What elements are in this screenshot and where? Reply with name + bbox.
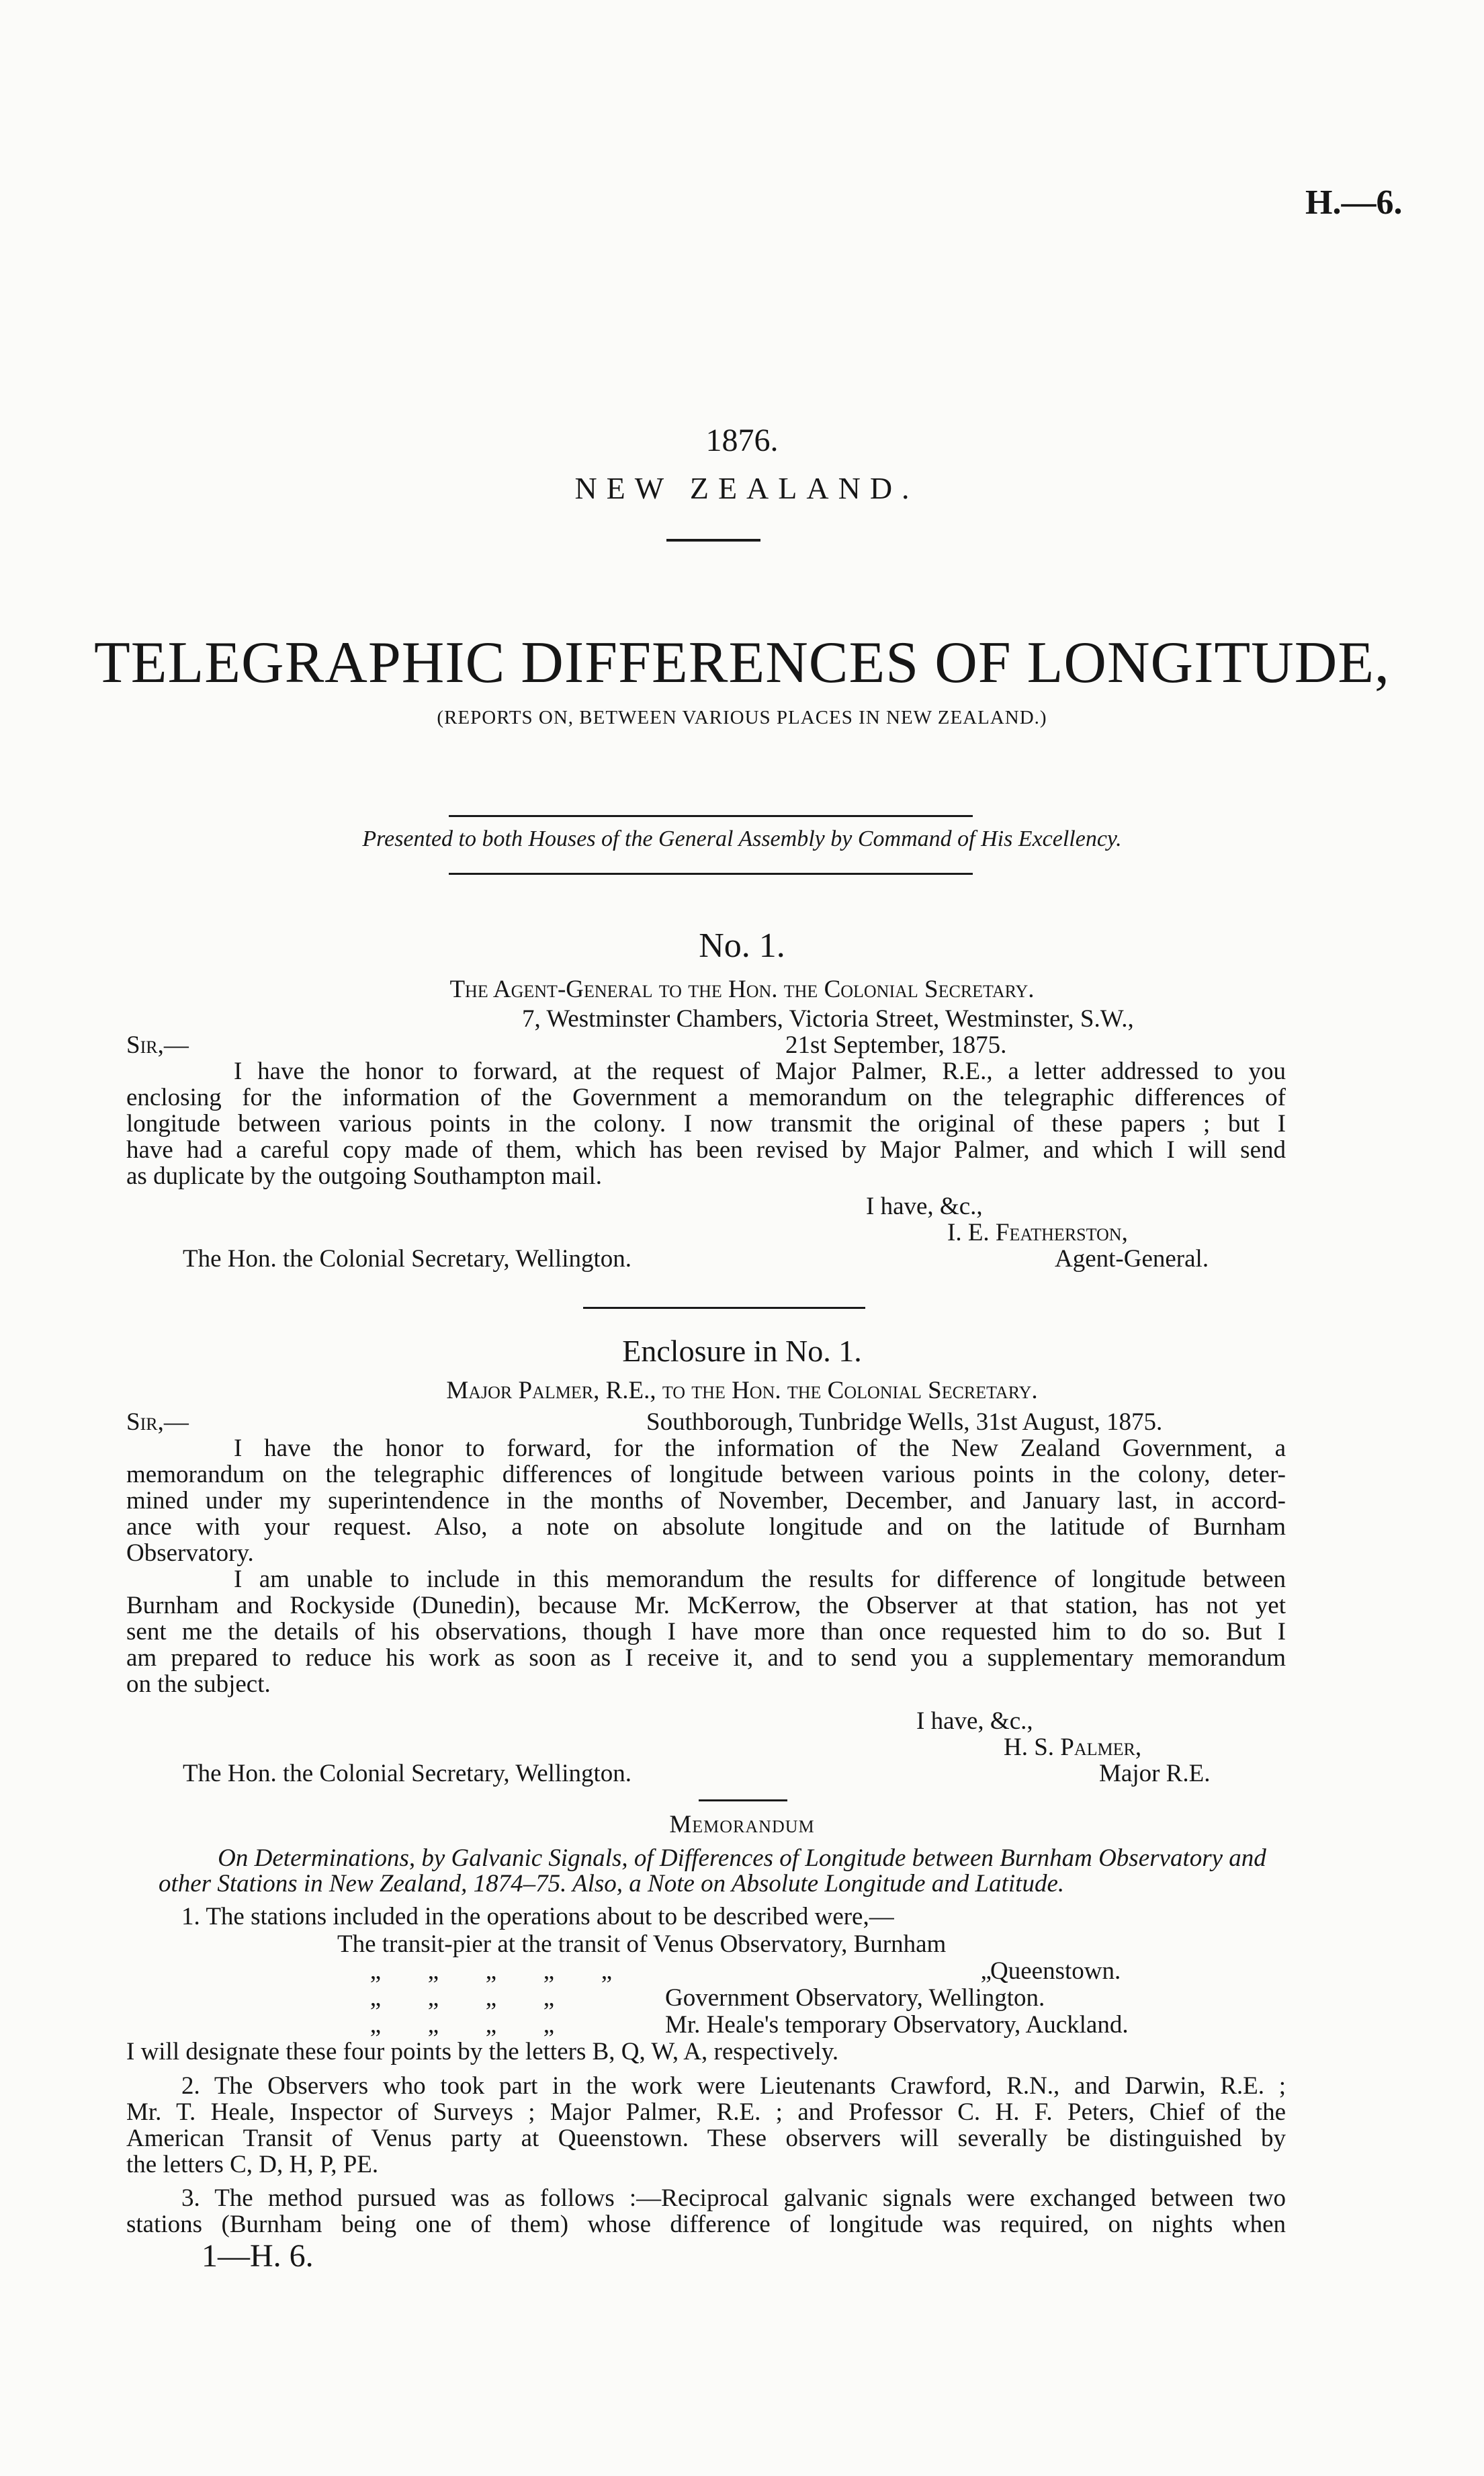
enclosure-para-line: I am unable to include in this memorandum the results for difference of longitude between (234, 1566, 1286, 1593)
station-wellington: Government Observatory, Wellington. (665, 1984, 1045, 2012)
enclosure-para-line: Observatory. (126, 1539, 254, 1567)
item2-line: Mr. T. Heale, Inspector of Surveys ; Major Palmer, R.E. ; and Professor C. H. F. Peters, Chief of the (126, 2098, 1286, 2126)
enclosure-closing: I have, &c., (916, 1707, 1033, 1735)
ditto-mark: „ (543, 2011, 555, 2039)
ditto-mark: „ (485, 1957, 497, 1985)
ditto-mark: „ (543, 1984, 555, 2012)
divider (449, 873, 973, 875)
divider (699, 1799, 787, 1801)
enclosure-sign-title: Major R.E. (1099, 1760, 1211, 1787)
ditto-mark: „ (485, 2011, 497, 2039)
letter-salutation: Sir,— (126, 1031, 189, 1059)
divider (583, 1307, 865, 1309)
letter-signature: I. E. Featherston, (947, 1219, 1128, 1246)
ditto-mark: „ (369, 1984, 382, 2012)
letter-body-line: longitude between various points in the colony. I now transmit the original of these papers ; but I (126, 1110, 1286, 1138)
item3-line: 3. The method pursued was as follows :—Reciprocal galvanic signals were exchanged between two (181, 2184, 1286, 2212)
enclosure-para-line: memorandum on the telegraphic differences of longitude between various points in the colony, deter- (126, 1461, 1286, 1488)
divider (449, 815, 973, 817)
letter-body-line: I have the honor to forward, at the request of Major Palmer, R.E., a letter addressed to you (234, 1058, 1286, 1085)
main-title: TELEGRAPHIC DIFFERENCES OF LONGITUDE, (94, 630, 1390, 695)
designate-line: I will designate these four points by the letters B, Q, W, A, respectively. (126, 2038, 839, 2065)
country: NEW ZEALAND. (574, 471, 919, 505)
station-auckland: Mr. Heale's temporary Observatory, Auckland. (665, 2011, 1129, 2039)
memorandum-title-line2: other Stations in New Zealand, 1874–75. Also, a Note on Absolute Longitude and Latitude. (159, 1870, 1065, 1897)
letter-body-line: enclosing for the information of the Government a memorandum on the telegraphic differences of (126, 1084, 1286, 1111)
enclosure-para-line: sent me the details of his observations, though I have more than once requested him to do so. But I (126, 1618, 1286, 1646)
presented-line: Presented to both Houses of the General Assembly by Command of His Excellency. (362, 826, 1122, 851)
enclosure-recipient: The Hon. the Colonial Secretary, Wellington. (183, 1760, 632, 1787)
item2-line: American Transit of Venus party at Queenstown. These observers will severally be distinguished by (126, 2125, 1286, 2152)
memorandum-title-line1: On Determinations, by Galvanic Signals, of Differences of Longitude between Burnham Observatory and (218, 1844, 1266, 1872)
item1-intro: 1. The stations included in the operations about to be described were,— (181, 1903, 894, 1930)
enclosure-signature: H. S. Palmer, (1004, 1734, 1142, 1761)
year: 1876. (705, 423, 779, 458)
ditto-mark: „ (543, 1957, 555, 1985)
enclosure-para-line: mined under my superintendence in the months of November, December, and January last, in accord- (126, 1487, 1286, 1514)
subtitle: (REPORTS ON, BETWEEN VARIOUS PLACES IN NEW ZEALAND.) (437, 707, 1047, 728)
ditto-mark: „ (369, 2011, 382, 2039)
item2-line: the letters C, D, H, P, PE. (126, 2151, 379, 2178)
item2-line: 2. The Observers who took part in the work were Lieutenants Crawford, R.N., and Darwin, R.E. ; (181, 2072, 1286, 2100)
letter-body-line: have had a careful copy made of them, which has been revised by Major Palmer, and which I will send (126, 1136, 1286, 1164)
enclosure-salutation: Sir,— (126, 1408, 189, 1436)
enclosure-from-to: Major Palmer, R.E., to the Hon. the Colonial Secretary. (446, 1377, 1038, 1404)
letter-date: 21st September, 1875. (785, 1031, 1007, 1059)
station-row-auckland (347, 2012, 578, 2038)
enclosure-para-line: Burnham and Rockyside (Dunedin), because Mr. McKerrow, the Observer at that station, has not yet (126, 1592, 1286, 1619)
letter-from-to: The Agent-General to the Hon. the Colonial Secretary. (449, 976, 1035, 1003)
ditto-mark: „ (601, 1957, 613, 1985)
ditto-mark: „ (427, 2011, 439, 2039)
item3-line: stations (Burnham being one of them) whose difference of longitude was required, on nights when (126, 2211, 1286, 2238)
letter-heading: No. 1. (699, 927, 785, 965)
sheet-mark: 1—H. 6. (202, 2238, 314, 2274)
ditto-mark: „ (980, 1957, 992, 1985)
station-queenstown: Queenstown. (990, 1957, 1121, 1985)
ditto-mark: „ (427, 1984, 439, 2012)
letter-address: 7, Westminster Chambers, Victoria Street, Westminster, S.W., (522, 1005, 1134, 1033)
ditto-mark: „ (369, 1957, 382, 1985)
letter-closing: I have, &c., (866, 1193, 983, 1220)
enclosure-heading: Enclosure in No. 1. (622, 1334, 862, 1368)
letter-body-line: as duplicate by the outgoing Southampton mail. (126, 1162, 603, 1190)
enclosure-para-line: ance with your request. Also, a note on absolute longitude and on the latitude of Burnham (126, 1513, 1286, 1541)
station-burnham: The transit-pier at the transit of Venus Observatory, Burnham (337, 1930, 947, 1958)
enclosure-para-line: I have the honor to forward, for the information of the New Zealand Government, a (234, 1435, 1286, 1462)
memorandum-heading: Memorandum (669, 1811, 815, 1838)
ditto-mark: „ (485, 1984, 497, 2012)
divider (666, 539, 760, 542)
station-row-queenstown (347, 1958, 992, 1984)
enclosure-para-line: am prepared to reduce his work as soon as I receive it, and to send you a supplementary memorandum (126, 1644, 1286, 1672)
enclosure-para-line: on the subject. (126, 1670, 271, 1698)
station-row-wellington (347, 1985, 578, 2011)
letter-sign-title: Agent-General. (1055, 1245, 1209, 1273)
enclosure-address-date: Southborough, Tunbridge Wells, 31st August, 1875. (646, 1408, 1163, 1436)
letter-recipient: The Hon. the Colonial Secretary, Wellington. (183, 1245, 632, 1273)
ditto-mark: „ (427, 1957, 439, 1985)
doc-code: H.—6. (1305, 183, 1403, 222)
